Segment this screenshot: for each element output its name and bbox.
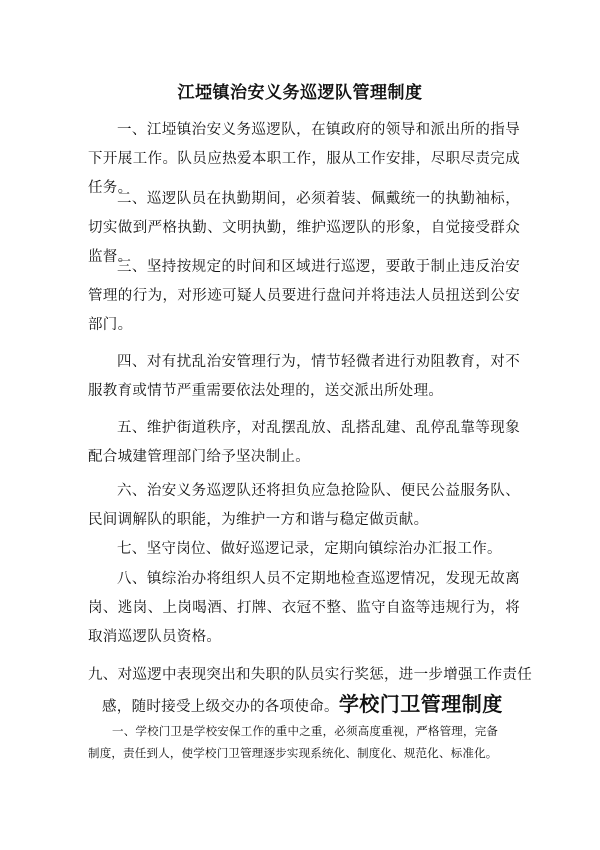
second-document-title: 学校门卫管理制度 (338, 692, 503, 716)
paragraph-6: 六、治安义务巡逻队还将担负应急抢险队、便民公益服务队、民间调解队的职能，为维护一方和谐与稳定做贡献。 (88, 483, 520, 528)
paragraph-8: 八、镇综治办将组织人员不定期地检查巡逻情况，发现无故离岗、逃岗、上岗喝酒、打牌、衣冠不整、监守自盗等违规行为，将取消巡逻队员资格。 (88, 571, 520, 645)
paragraph-7: 七、坚守岗位、做好巡逻记录，定期向镇综治办汇报工作。 (117, 541, 502, 557)
paragraph-5: 五、维护街道秩序，对乱摆乱放、乱搭乱建、乱停乱靠等现象配合城建管理部门给予坚决制止。 (88, 420, 520, 465)
school-paragraph-1 (88, 720, 520, 764)
document-title: 江埡镇治安义务巡逻队管理制度 (177, 83, 423, 103)
paragraph-4: 四、对有扰乱治安管理行为，情节轻微者进行劝阻教育，对不服教育或情节严重需要依法处理的，送交派出所处理。 (88, 354, 520, 399)
paragraph-9-line-2-text: 感，随时接受上级交办的各项使命。 (102, 699, 339, 715)
paragraph-9-line-1: 九、对巡逻中表现突出和失职的队员实行奖惩，进一步增强工作责任 (88, 667, 532, 683)
school-paragraph-line-1: 一、学校门卫是学校安保工作的重中之重，必须高度重视，严格管理，完备 (112, 724, 499, 738)
paragraph-1: 一、江埡镇治安义务巡逻队，在镇政府的领导和派出所的指导下开展工作。队员应热爱本职工作，服从工作安排，尽职尽责完成任务。 (88, 122, 520, 196)
paragraph-3: 三、坚持按规定的时间和区域进行巡逻，要敢于制止违反治安管理的行为，对形迹可疑人员要进行盘问并将违法人员扭送到公安部门。 (88, 259, 520, 333)
paragraph-2: 二、巡逻队员在执勤期间，必须着装、佩戴统一的执勤袖标，切实做到严格执勤、文明执勤，维护巡逻队的形象，自觉接受群众监督。 (88, 191, 520, 265)
school-paragraph-line-2: 制度，责任到人，使学校门卫管理逐步实现系统化、制度化、规范化、标准化。 (88, 746, 498, 760)
paragraph-9 (88, 661, 532, 722)
paragraph-9-line-2 (88, 690, 528, 722)
